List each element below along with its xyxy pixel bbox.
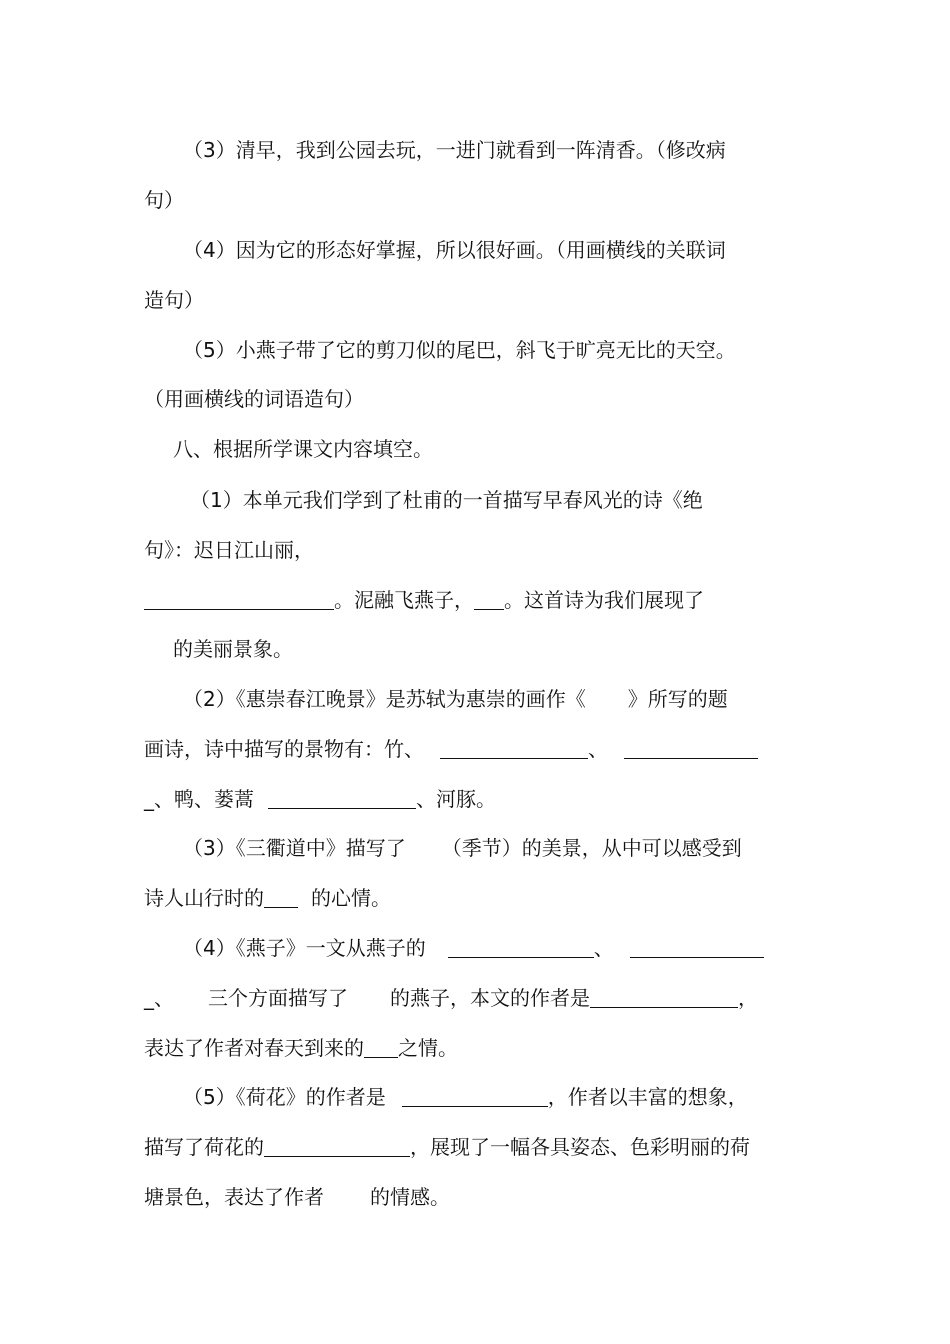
- q8-item2-text: 》所写的题: [627, 687, 728, 711]
- q8-item2-text: 、: [588, 737, 608, 761]
- q8-item1-line4: 的美丽景象。: [173, 637, 293, 661]
- q8-item4-text: 之情。: [398, 1036, 458, 1060]
- answer-blank[interactable]: [264, 887, 298, 908]
- q7-item3-line2: 句）: [144, 188, 184, 212]
- q8-item4-text: ，: [738, 986, 758, 1010]
- q8-item4-line2: [144, 984, 758, 1012]
- q8-item4-text: 的燕子，本文的作者是: [390, 986, 590, 1010]
- q7-item3-line1: （3）清早，我到公园去玩，一进门就看到一阵清香。（修改病: [183, 138, 726, 162]
- answer-blank[interactable]: [448, 937, 594, 958]
- q8-item4-line3: [144, 1034, 458, 1062]
- answer-blank[interactable]: [402, 1086, 548, 1107]
- q8-item2-text: （2）《惠崇春江晚景》是苏轼为惠崇的画作《: [183, 687, 586, 711]
- q8-item4-text: （4）《燕子》一文从燕子的: [183, 936, 426, 960]
- q8-item1-line3: [144, 586, 704, 614]
- q7-item5-line2: （用画横线的词语造句）: [144, 387, 364, 411]
- answer-blank[interactable]: [264, 1136, 410, 1157]
- answer-blank[interactable]: [440, 738, 588, 759]
- q8-item2-line1: [183, 685, 728, 713]
- q8-item5-text: 塘景色，表达了作者: [144, 1185, 324, 1209]
- q8-item1-line1: （1）本单元我们学到了杜甫的一首描写早春风光的诗《绝: [190, 488, 703, 512]
- q8-item4-text: 表达了作者对春天到来的: [144, 1036, 364, 1060]
- answer-blank[interactable]: [364, 1037, 398, 1058]
- q7-item5-line1: （5）小燕子带了它的剪刀似的尾巴，斜飞于旷亮无比的天空。: [183, 338, 736, 362]
- q8-item3-text: （季节）的美景，从中可以感受到: [441, 836, 742, 860]
- q8-item2-text: _、鸭、蒌蒿: [144, 787, 254, 811]
- q8-item1-text: 。这首诗为我们展现了: [504, 588, 704, 612]
- q8-item5-text: （5）《荷花》的作者是: [183, 1085, 386, 1109]
- q8-item4-text: _、: [144, 986, 174, 1010]
- answer-blank[interactable]: [624, 738, 758, 759]
- q7-item4-line1: （4）因为它的形态好掌握，所以很好画。（用画横线的关联词: [183, 238, 726, 262]
- q8-item2-line3: [144, 785, 496, 813]
- q8-item3-line2: [144, 884, 391, 912]
- q8-heading: 八、根据所学课文内容填空。: [173, 437, 433, 461]
- q8-item5-line2: [144, 1133, 750, 1161]
- answer-blank[interactable]: [144, 589, 334, 610]
- q8-item3-line1: [183, 834, 742, 862]
- answer-blank[interactable]: [590, 987, 738, 1008]
- q8-item3-text: 的心情。: [311, 886, 391, 910]
- answer-blank[interactable]: [630, 937, 764, 958]
- q8-item4-text: 、: [593, 936, 614, 960]
- q8-item4-text: 三个方面描写了: [208, 986, 348, 1010]
- q8-item2-line2: [144, 735, 758, 763]
- q8-item1-text: 。泥融飞燕子，: [334, 588, 474, 612]
- q8-item5-text: ，展现了一幅各具姿态、色彩明丽的荷: [410, 1135, 750, 1159]
- q8-item4-line1: [183, 934, 764, 962]
- answer-blank[interactable]: [268, 788, 416, 809]
- answer-blank[interactable]: [474, 589, 504, 610]
- q8-item3-text: 诗人山行时的: [144, 886, 264, 910]
- q8-item5-text: 描写了荷花的: [144, 1135, 264, 1159]
- q8-item5-line3: [144, 1183, 450, 1211]
- q8-item2-text: 画诗，诗中描写的景物有：竹、: [144, 737, 424, 761]
- q8-item3-text: （3）《三衢道中》描写了: [183, 836, 406, 860]
- q8-item1-line2: 句》：迟日江山丽，: [144, 538, 314, 562]
- q8-item5-text: ，作者以丰富的想象，: [547, 1085, 748, 1109]
- q8-item2-text: 、河豚。: [416, 787, 496, 811]
- q8-item5-text: 的情感。: [370, 1185, 450, 1209]
- q7-item4-line2: 造句）: [144, 288, 204, 312]
- q8-item5-line1: [183, 1083, 748, 1111]
